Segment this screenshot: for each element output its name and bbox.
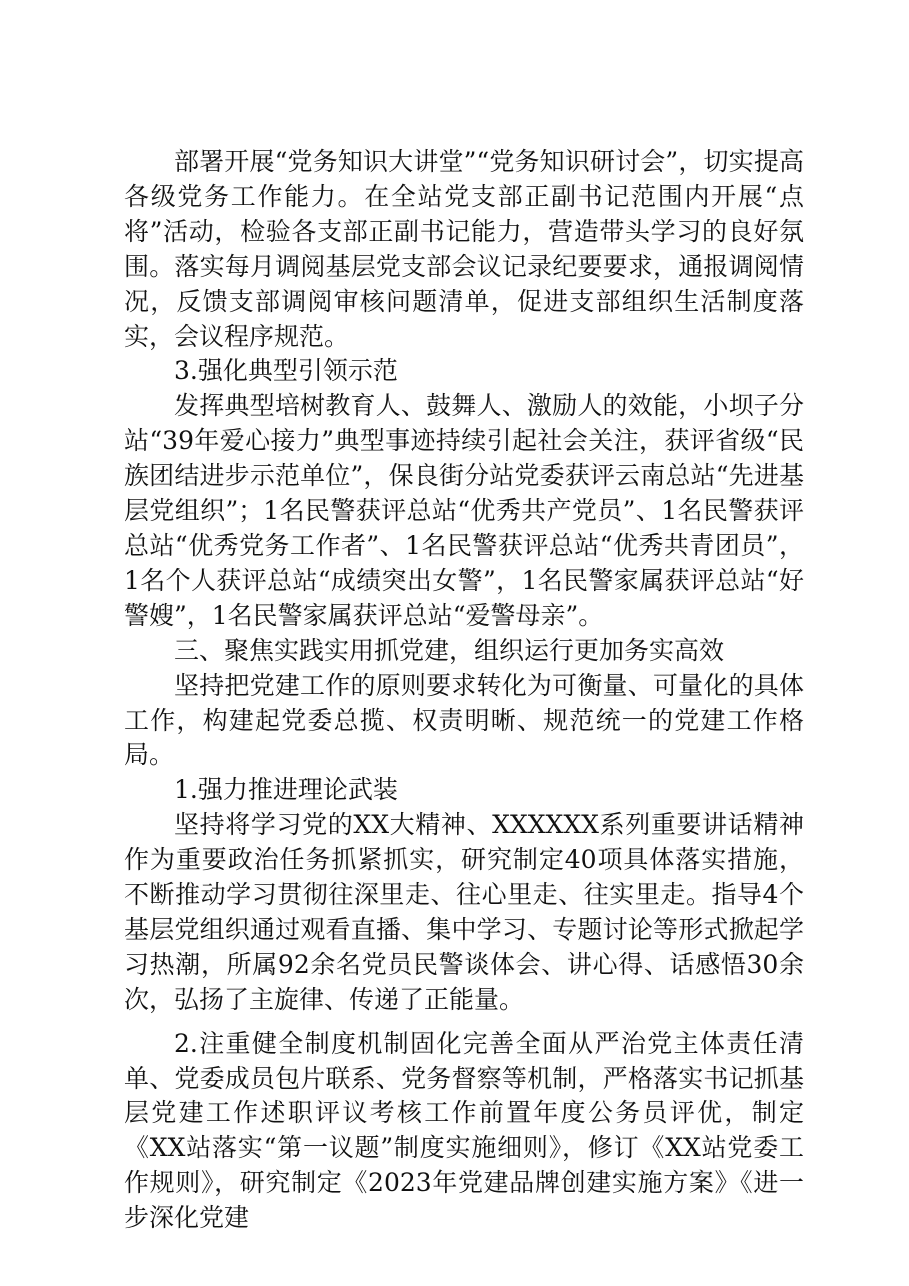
heading-theory-arming: 1.强力推进理论武装 bbox=[174, 775, 398, 805]
paragraph-theory-arming: 坚持将学习党的XX大精神、XXXXXX系列重要讲话精神作为重要政治任务抓紧抓实，研究制定40项具体落实措施，不断推动学习贯彻往深里走、往心里走、往实里走。指导4个基层党组织通过观看直播、集中学习、专题讨论等形式掀起学习热潮，所属92余名党员民警谈体会、讲心得、话感悟30余次，弘扬了主旋律、传递了正能量。 bbox=[124, 810, 804, 1014]
paragraph-typical-examples: 发挥典型培树教育人、鼓舞人、激励人的效能，小坝子分站“39年爱心接力”典型事迹持续引起社会关注，获评省级“民族团结进步示范单位”，保良街分站党委获评云南总站“先进基层党组织”；1名民警获评总站“优秀共产党员”、1名民警获评总站“优秀党务工作者”、1名民警获评总站“优秀共青团员”，1名个人获评总站“成绩突出女警”，1名民警家属获评总站“好警嫂”，1名民警家属获评总站“爱警母亲”。 bbox=[124, 391, 804, 630]
document-body bbox=[124, 145, 804, 1236]
section-heading-practice: 三、聚焦实践实用抓党建，组织运行更加务实高效 bbox=[174, 635, 725, 665]
paragraph-party-building-pattern: 坚持把党建工作的原则要求转化为可衡量、可量化的具体工作，构建起党委总揽、权责明晰、规范统一的党建工作格局。 bbox=[124, 670, 804, 770]
paragraph-activities: 部署开展“党务知识大讲堂”“党务知识研讨会”，切实提高各级党务工作能力。在全站党支部正副书记范围内开展“点将”活动，检验各支部正副书记能力，营造带头学习的良好氛围。落实每月调阅基层党支部会议记录纪要要求，通报调阅情况，反馈支部调阅审核问题清单，促进支部组织生活制度落实，会议程序规范。 bbox=[124, 147, 804, 351]
paragraph-institutional-mechanisms: 2.注重健全制度机制固化完善全面从严治党主体责任清单、党委成员包片联系、党务督察等机制，严格落实书记抓基层党建工作述职评议考核工作前置年度公务员评优，制定《XX站落实“第一议题”制度实施细则》，修订《XX站党委工作规则》，研究制定《2023年党建品牌创建实施方案》《进一步深化党建 bbox=[124, 1028, 804, 1233]
heading-typical-examples: 3.强化典型引领示范 bbox=[174, 356, 398, 386]
